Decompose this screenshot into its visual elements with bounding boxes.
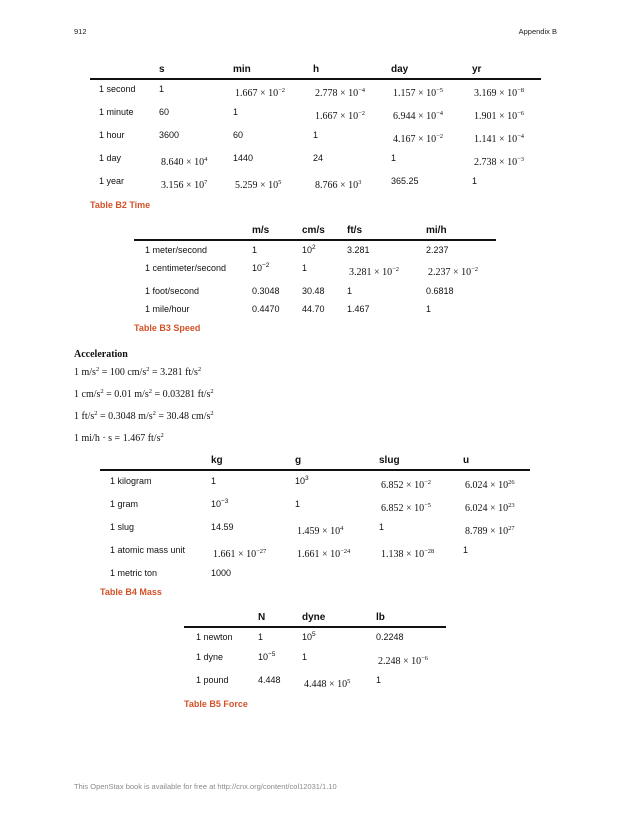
value-base: 1 xyxy=(258,632,264,642)
time-table-cell xyxy=(391,153,396,163)
force-table-row-label: 1 newton xyxy=(196,632,233,642)
speed-table-cell xyxy=(302,304,325,314)
value-base: 1 xyxy=(313,130,319,140)
value-base: = 0.03281 ft/s xyxy=(151,389,211,400)
speed-table-row-label: 1 mile/hour xyxy=(145,304,190,314)
speed-table-cell xyxy=(426,245,449,255)
value-exponent: 2 xyxy=(197,366,202,373)
value-exponent: 2 xyxy=(210,388,214,395)
value-exponent: 3 xyxy=(305,475,309,482)
value-exponent: 2 xyxy=(146,366,150,373)
value-base: = 30.48 cm/s xyxy=(155,411,211,422)
time-table-cell xyxy=(391,176,419,186)
value-base: 1.157 × 10 xyxy=(393,88,437,99)
value-exponent: −8 xyxy=(517,87,525,94)
mass-table-cell xyxy=(465,526,515,537)
value-base: 60 xyxy=(159,107,170,117)
time-table-cell xyxy=(474,134,524,145)
mass-table-cell xyxy=(381,549,434,560)
value-exponent: 4 xyxy=(340,525,344,532)
force-table-cell xyxy=(302,632,316,642)
value-base: 2.738 × 10 xyxy=(474,157,518,168)
value-base: 2.778 × 10 xyxy=(315,88,359,99)
value-exponent: −3 xyxy=(517,156,525,163)
value-base: 365.25 xyxy=(391,176,419,186)
value-base: 10 xyxy=(302,245,313,255)
value-exponent: −2 xyxy=(392,266,400,273)
time-table-cell xyxy=(235,88,285,99)
value-exponent: −5 xyxy=(268,651,276,658)
value-base: 30.48 xyxy=(302,286,325,296)
value-base: 3.281 xyxy=(347,245,370,255)
value-base: 4.167 × 10 xyxy=(393,134,437,145)
time-table-cell xyxy=(315,88,365,99)
value-exponent: −24 xyxy=(340,548,351,555)
time-table-cell xyxy=(159,130,179,140)
acceleration-equation xyxy=(74,367,201,378)
time-table-cell xyxy=(393,111,443,122)
value-exponent: 3 xyxy=(358,179,362,186)
value-exponent: −6 xyxy=(421,655,429,662)
time-table-column-header: min xyxy=(233,64,251,75)
mass-table-cell xyxy=(295,499,300,509)
value-base: 1.661 × 10 xyxy=(213,549,257,560)
value-base: 0.2248 xyxy=(376,632,404,642)
mass-table-row-label: 1 atomic mass unit xyxy=(110,545,186,555)
value-base: 8.766 × 10 xyxy=(315,180,359,191)
value-base: = 0.01 m/s xyxy=(103,389,149,400)
time-table-header-rule xyxy=(90,78,541,80)
mass-table-cell xyxy=(463,545,468,555)
section-title: Appendix B xyxy=(518,27,557,36)
speed-table-cell xyxy=(347,304,370,314)
mass-table-cell xyxy=(295,476,309,486)
value-exponent: 23 xyxy=(508,502,515,509)
value-base: 1 xyxy=(295,499,301,509)
mass-table-cell xyxy=(465,503,515,514)
speed-table-cell xyxy=(347,286,352,296)
value-base: 2.237 × 10 xyxy=(428,267,472,278)
value-base: 1.138 × 10 xyxy=(381,549,425,560)
table-caption-force: Table B5 Force xyxy=(184,699,248,709)
speed-table-cell xyxy=(252,245,257,255)
table-caption-speed: Table B3 Speed xyxy=(134,323,201,333)
time-table-cell xyxy=(161,157,207,168)
value-exponent: 2 xyxy=(312,244,316,251)
value-base: 6.024 × 10 xyxy=(465,503,509,514)
value-base: 3600 xyxy=(159,130,180,140)
force-table-cell xyxy=(258,652,275,662)
value-base: 10 xyxy=(302,632,313,642)
mass-table-cell xyxy=(297,549,350,560)
value-exponent: −2 xyxy=(436,133,444,140)
value-base: 1000 xyxy=(211,568,232,578)
value-base: 8.789 × 10 xyxy=(465,526,509,537)
time-table-column-header: day xyxy=(391,64,409,75)
time-table-cell xyxy=(315,180,361,191)
time-table-cell xyxy=(474,88,524,99)
value-base: 2.248 × 10 xyxy=(378,656,422,667)
value-exponent: −27 xyxy=(256,548,267,555)
value-base: 1 xyxy=(376,675,382,685)
time-table-column-header: s xyxy=(159,64,165,75)
value-exponent: −2 xyxy=(471,266,479,273)
value-exponent: −2 xyxy=(278,87,286,94)
value-base: 10 xyxy=(258,652,269,662)
value-base: 44.70 xyxy=(302,304,325,314)
force-table-row-label: 1 dyne xyxy=(196,652,224,662)
mass-table-cell xyxy=(381,503,431,514)
value-exponent: −2 xyxy=(262,262,270,269)
mass-table-header-rule xyxy=(100,469,530,471)
value-base: 60 xyxy=(233,130,244,140)
force-table-column-header: dyne xyxy=(302,612,326,623)
value-base: 1 xyxy=(472,176,478,186)
value-base: 1.901 × 10 xyxy=(474,111,518,122)
speed-table-cell xyxy=(426,286,454,296)
mass-table-row-label: 1 slug xyxy=(110,522,135,532)
mass-table-column-header: kg xyxy=(211,455,223,466)
speed-table-cell xyxy=(302,245,316,255)
force-table-cell xyxy=(376,675,381,685)
time-table-row-label: 1 second xyxy=(99,84,136,94)
speed-table-column-header: m/s xyxy=(252,225,270,236)
force-table-cell xyxy=(258,675,281,685)
mass-table-cell xyxy=(297,526,343,537)
value-base: 24 xyxy=(313,153,324,163)
value-exponent: −4 xyxy=(358,87,366,94)
value-base: 1 mi/h · s = 1.467 ft/s xyxy=(74,433,161,444)
force-table-cell xyxy=(378,656,428,667)
value-base: = 100 cm/s xyxy=(99,367,147,378)
time-table-cell xyxy=(159,107,169,117)
value-base: 2.237 xyxy=(426,245,449,255)
speed-table-row-label: 1 centimeter/second xyxy=(145,263,227,273)
time-table-cell xyxy=(474,157,524,168)
speed-table-column-header: ft/s xyxy=(347,225,362,236)
value-base: 1 xyxy=(211,476,217,486)
mass-table-row-label: 1 metric ton xyxy=(110,568,158,578)
mass-table-cell xyxy=(465,480,515,491)
time-table-cell xyxy=(472,176,477,186)
mass-table-cell xyxy=(211,568,231,578)
value-exponent: 2 xyxy=(100,388,104,395)
value-base: = 0.3048 m/s xyxy=(97,411,153,422)
value-base: 1 xyxy=(302,263,308,273)
value-base: 10 xyxy=(295,476,306,486)
mass-table-row-label: 1 gram xyxy=(110,499,139,509)
mass-table-column-header: slug xyxy=(379,455,400,466)
value-base: 8.640 × 10 xyxy=(161,157,205,168)
value-exponent: 26 xyxy=(508,479,515,486)
time-table-column-header: h xyxy=(313,64,320,75)
mass-table-cell xyxy=(213,549,266,560)
value-base: 1 cm/s xyxy=(74,389,101,400)
force-table-row-label: 1 pound xyxy=(196,675,229,685)
time-table-cell xyxy=(474,111,524,122)
value-base: 3.156 × 10 xyxy=(161,180,205,191)
speed-table-cell xyxy=(428,267,478,278)
force-table-cell xyxy=(302,652,307,662)
value-base: 14.59 xyxy=(211,522,234,532)
value-exponent: −6 xyxy=(517,110,525,117)
value-base: 5.259 × 10 xyxy=(235,180,279,191)
value-exponent: 5 xyxy=(347,678,351,685)
acceleration-heading: Acceleration xyxy=(74,349,128,360)
value-exponent: 2 xyxy=(160,432,164,439)
value-exponent: 2 xyxy=(94,410,98,417)
mass-table-cell xyxy=(379,522,384,532)
value-exponent: 2 xyxy=(148,388,152,395)
time-table-cell xyxy=(161,180,207,191)
mass-table-cell xyxy=(211,522,234,532)
value-exponent: −2 xyxy=(424,479,432,486)
value-base: 1.661 × 10 xyxy=(297,549,341,560)
time-table-row-label: 1 day xyxy=(99,153,122,163)
value-exponent: −2 xyxy=(358,110,366,117)
force-table-column-header: lb xyxy=(376,612,385,623)
time-table-cell xyxy=(235,180,281,191)
value-base: 1 xyxy=(379,522,385,532)
speed-table-cell xyxy=(302,263,307,273)
value-base: 1440 xyxy=(233,153,254,163)
value-base: 1 xyxy=(463,545,469,555)
speed-table-row-label: 1 foot/second xyxy=(145,286,200,296)
time-table-row-label: 1 year xyxy=(99,176,125,186)
time-table-cell xyxy=(313,153,323,163)
value-base: 6.944 × 10 xyxy=(393,111,437,122)
speed-table-cell xyxy=(252,286,280,296)
acceleration-equation xyxy=(74,411,214,422)
value-base: 1 xyxy=(426,304,432,314)
page-number: 912 xyxy=(74,27,87,36)
value-exponent: −4 xyxy=(436,110,444,117)
speed-table-cell xyxy=(302,286,325,296)
time-table-cell xyxy=(315,111,365,122)
time-table-cell xyxy=(313,130,318,140)
value-base: 1 xyxy=(159,84,165,94)
value-base: 1 xyxy=(302,652,308,662)
value-base: 1 xyxy=(391,153,397,163)
value-exponent: −4 xyxy=(517,133,525,140)
value-base: 0.6818 xyxy=(426,286,454,296)
value-exponent: 27 xyxy=(508,525,515,532)
speed-table-row-label: 1 meter/second xyxy=(145,245,208,255)
mass-table-column-header: g xyxy=(295,455,302,466)
value-base: 1.667 × 10 xyxy=(315,111,359,122)
value-exponent: 5 xyxy=(278,179,282,186)
time-table-column-header: yr xyxy=(472,64,482,75)
speed-table-header-rule xyxy=(134,239,496,241)
mass-table-row-label: 1 kilogram xyxy=(110,476,152,486)
footer-note: This OpenStax book is available for free at http://cnx.org/content/col12031/1.10 xyxy=(74,782,337,791)
table-caption-mass: Table B4 Mass xyxy=(100,587,162,597)
speed-table-cell xyxy=(349,267,399,278)
speed-table-column-header: cm/s xyxy=(302,225,325,236)
value-base: 3.169 × 10 xyxy=(474,88,518,99)
time-table-cell xyxy=(393,88,443,99)
value-exponent: 2 xyxy=(152,410,156,417)
time-table-cell xyxy=(233,107,238,117)
value-base: 1 xyxy=(252,245,258,255)
value-base: 6.024 × 10 xyxy=(465,480,509,491)
time-table-cell xyxy=(159,84,164,94)
force-table-header-rule xyxy=(184,626,446,628)
speed-table-column-header: mi/h xyxy=(426,225,447,236)
value-exponent: −5 xyxy=(424,502,432,509)
force-table-column-header: N xyxy=(258,612,266,623)
value-base: = 3.281 ft/s xyxy=(149,367,198,378)
table-caption-time: Table B2 Time xyxy=(90,200,151,210)
time-table-row-label: 1 minute xyxy=(99,107,134,117)
speed-table-cell xyxy=(252,304,280,314)
mass-table-cell xyxy=(381,480,431,491)
speed-table-cell xyxy=(252,263,269,273)
speed-table-cell xyxy=(426,304,431,314)
value-exponent: 2 xyxy=(95,366,100,373)
value-base: 0.3048 xyxy=(252,286,280,296)
value-base: 4.448 xyxy=(258,675,281,685)
time-table-cell xyxy=(233,153,253,163)
mass-table-column-header: u xyxy=(463,455,470,466)
value-base: 1 m/s xyxy=(74,367,96,378)
value-base: 1.459 × 10 xyxy=(297,526,341,537)
value-exponent: −3 xyxy=(221,498,229,505)
acceleration-equation xyxy=(74,389,214,400)
mass-table-cell xyxy=(211,476,216,486)
value-base: 3.281 × 10 xyxy=(349,267,393,278)
value-base: 1 xyxy=(347,286,353,296)
time-table-row-label: 1 hour xyxy=(99,130,125,140)
force-table-cell xyxy=(304,679,350,690)
value-base: 10 xyxy=(211,499,222,509)
value-base: 6.852 × 10 xyxy=(381,503,425,514)
force-table-cell xyxy=(258,632,263,642)
value-exponent: 4 xyxy=(204,156,208,163)
value-base: 1.667 × 10 xyxy=(235,88,279,99)
value-exponent: 5 xyxy=(312,631,316,638)
speed-table-cell xyxy=(347,245,370,255)
value-base: 0.4470 xyxy=(252,304,280,314)
value-exponent: −28 xyxy=(424,548,435,555)
value-exponent: 2 xyxy=(210,410,214,417)
value-base: 1 xyxy=(233,107,239,117)
mass-table-cell xyxy=(211,499,228,509)
time-table-cell xyxy=(233,130,243,140)
value-base: 1.141 × 10 xyxy=(474,134,518,145)
value-base: 6.852 × 10 xyxy=(381,480,425,491)
value-exponent: 7 xyxy=(204,179,208,186)
time-table-cell xyxy=(393,134,443,145)
value-exponent: −5 xyxy=(436,87,444,94)
acceleration-equation xyxy=(74,433,164,444)
value-base: 4.448 × 10 xyxy=(304,679,348,690)
force-table-cell xyxy=(376,632,404,642)
value-base: 1 ft/s xyxy=(74,411,95,422)
value-base: 1.467 xyxy=(347,304,370,314)
value-base: 10 xyxy=(252,263,263,273)
